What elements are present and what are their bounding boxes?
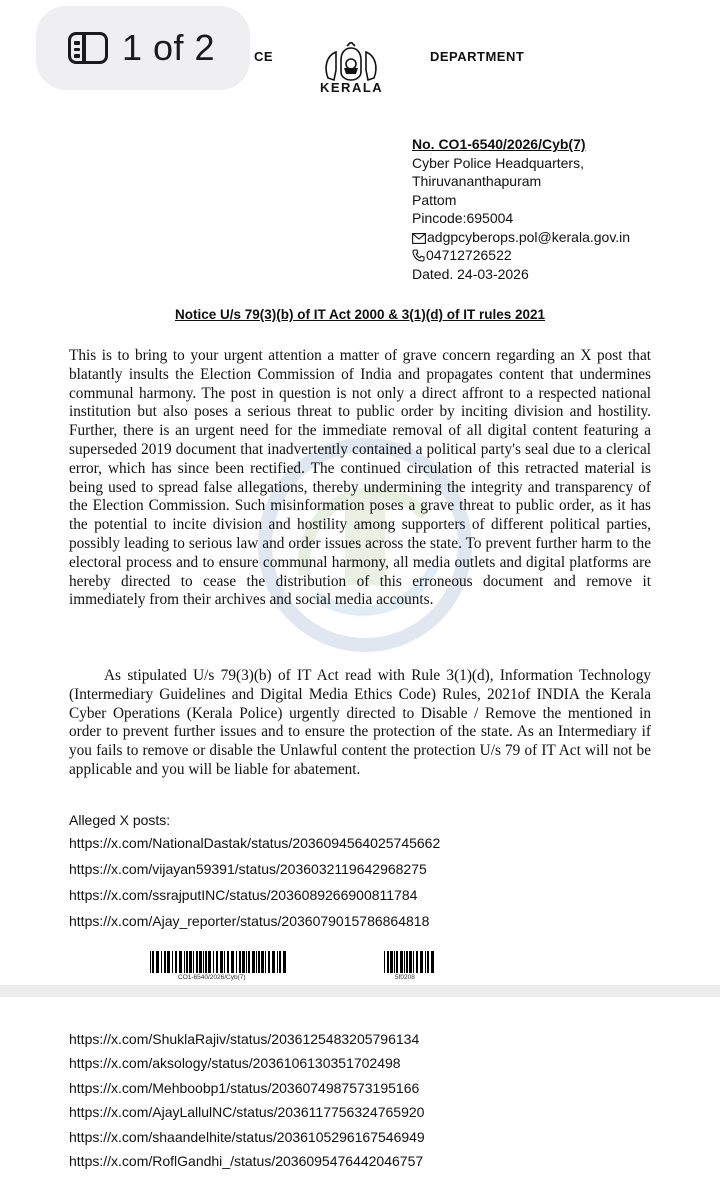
post-link[interactable]: https://x.com/Mehboobp1/status/2036074987573195166 (69, 1079, 420, 1096)
page-thumbnails-icon (68, 32, 108, 64)
secondary-barcode (384, 951, 434, 973)
address-line: Pincode:695004 (412, 210, 514, 226)
notice-paragraph: As stipulated U/s 79(3)(b) of IT Act read with Rule 3(1)(d), Information Technology (Intermediary Guidelines and Digital Media Ethics Code) Rules, 2021of INDIA the Kerala Cyber Operations (Kerala Police) urgently directed to Disable / Remove the mentioned in order to prevent further issues and to ensure the protection of the state. As an Intermediary if you fails to remove or disable the Unlawful content the protection U/s 79 of IT Act will not be applicable and you will be liable for abatement. (69, 667, 651, 778)
alleged-posts-list (69, 835, 440, 939)
address-block (412, 135, 630, 283)
date-line: Dated. 24-03-2026 (412, 265, 529, 282)
reference-barcode (150, 951, 286, 973)
phone-line (412, 246, 630, 265)
phone-number[interactable]: 04712726522 (426, 247, 512, 263)
page-separator (0, 985, 720, 997)
email-line (412, 228, 630, 247)
address-line: Pattom (412, 191, 457, 208)
emblem-caption: KERALA (320, 80, 384, 95)
page-indicator-pill[interactable] (36, 6, 250, 90)
page-count-label: 1 of 2 (122, 27, 216, 68)
phone-icon (412, 249, 425, 262)
post-link[interactable]: https://x.com/RoflGandhi_/status/2036095476442046757 (69, 1152, 424, 1169)
post-link[interactable]: https://x.com/shaandelhite/status/2036105296167546949 (69, 1128, 425, 1145)
header-department-text: DEPARTMENT (430, 49, 525, 64)
post-link[interactable]: https://x.com/NationalDastak/status/2036094564025745662 (69, 835, 441, 851)
address-line: Cyber Police Headquarters, (412, 154, 584, 171)
post-link[interactable]: https://x.com/ssrajputINC/status/2036089266900811784 (69, 887, 418, 903)
secondary-barcode-label: 5f0208 (395, 974, 415, 981)
email-address[interactable]: adgpcyberops.pol@kerala.gov.in (427, 228, 631, 245)
reference-barcode-label: CO1-6540/2026/Cyb(7) (178, 974, 246, 981)
post-link[interactable]: https://x.com/Ajay_reporter/status/2036079015786864818 (69, 913, 430, 929)
alleged-posts-label: Alleged X posts: (69, 812, 171, 828)
notice-paragraph: This is to bring to your urgent attention a matter of grave concern regarding an X post that blatantly insults the Election Commission of India and propagates content that undermines communal harmony. The post in question is not only a direct affront to a respected national institution but also poses a serious threat to public order by inciting division and hostility. Further, there is an urgent need for the immediate removal of all digital content featuring a superseded 2019 document that inadvertently contained a political party's seal due to a clerical error, which has since been rectified. The continued circulation of this retracted material is being used to spread false allegations, thereby undermining the integrity and transparency of the Election Commission. Such misinformation poses a grave threat to public order, as it has the potential to incite division and hostility among supporters of different political parties, possibly leading to serious law and order issues across the state. To prevent further harm to the electoral process and to ensure communal harmony, all media outlets and digital platforms are hereby directed to cease the distribution of this erroneous document and remove it immediately from their archives and social media accounts. (69, 347, 651, 609)
post-link[interactable]: https://x.com/aksology/status/2036106130351702498 (69, 1055, 401, 1072)
post-link[interactable]: https://x.com/vijayan59391/status/2036032119642968275 (69, 861, 427, 877)
notice-title: Notice U/s 79(3)(b) of IT Act 2000 & 3(1)(d) of IT rules 2021 (174, 307, 546, 322)
header-left-text: CE (254, 49, 274, 64)
post-link[interactable]: https://x.com/AjayLallulNC/status/2036117756324765920 (69, 1104, 425, 1121)
post-link[interactable]: https://x.com/ShuklaRajiv/status/2036125483205796134 (69, 1031, 420, 1047)
alleged-posts-list-continued (69, 1031, 425, 1177)
envelope-icon (412, 233, 426, 244)
document-page-2 (0, 997, 720, 1200)
address-line: Thiruvananthapuram (412, 173, 542, 189)
reference-number: No. CO1-6540/2026/Cyb(7) (412, 136, 586, 152)
